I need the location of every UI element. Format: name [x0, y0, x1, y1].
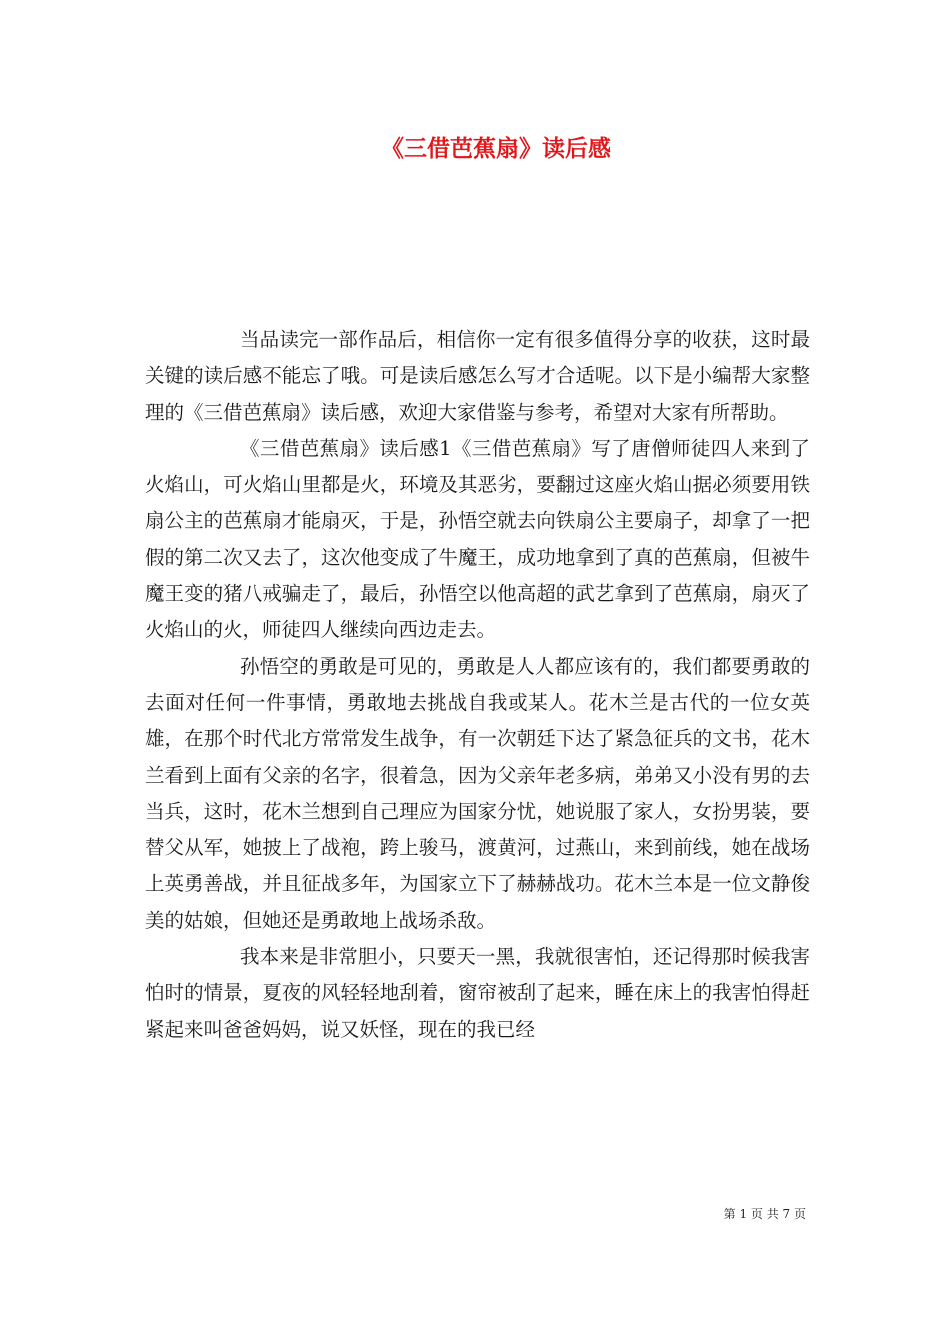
paragraph-courage: 孙悟空的勇敢是可见的，勇敢是人人都应该有的，我们都要勇敢的去面对任何一件事情，勇敢地去挑战自我或某人。花木兰是古代的一位女英雄，在那个时代北方常常发生战争，有一次朝廷下达了紧急征兵的文书，花木兰看到上面有父亲的名字，很着急，因为父亲年老多病，弟弟又小没有男的去当兵，这时，花木兰想到自己理应为国家分忧，她说服了家人，女扮男装，要替父从军，她披上了战袍，跨上骏马，渡黄河，过燕山，来到前线，她在战场上英勇善战，并且征战多年，为国家立下了赫赫战功。花木兰本是一位文静俊美的姑娘，但她还是勇敢地上战场杀敌。	[145, 654, 810, 932]
document-body	[145, 322, 810, 1048]
paragraph-intro: 当品读完一部作品后，相信你一定有很多值得分享的收获，这时最关键的读后感不能忘了哦。可是读后感怎么写才合适呢。以下是小编帮大家整理的《三借芭蕉扇》读后感，欢迎大家借鉴与参考，希望对大家有所帮助。	[145, 328, 810, 424]
document-title: 《三借芭蕉扇》读后感	[381, 135, 611, 162]
page-number-footer: 第 1 页 共 7 页	[723, 1207, 806, 1221]
paragraph-personal: 我本来是非常胆小，只要天一黑，我就很害怕，还记得那时候我害怕时的情景，夏夜的风轻轻地刮着，窗帘被刮了起来，睡在床上的我害怕得赶紧起来叫爸爸妈妈，说又妖怪，现在的我已经	[145, 945, 810, 1041]
paragraph-summary: 《三借芭蕉扇》读后感1《三借芭蕉扇》写了唐僧师徒四人来到了火焰山，可火焰山里都是火，环境及其恶劣，要翻过这座火焰山据必须要用铁扇公主的芭蕉扇才能扇灭，于是，孙悟空就去向铁扇公主要扇子，却拿了一把假的第二次又去了，这次他变成了牛魔王，成功地拿到了真的芭蕉扇，但被牛魔王变的猪八戒骗走了，最后，孙悟空以他高超的武艺拿到了芭蕉扇，扇灭了火焰山的火，师徒四人继续向西边走去。	[145, 436, 810, 642]
